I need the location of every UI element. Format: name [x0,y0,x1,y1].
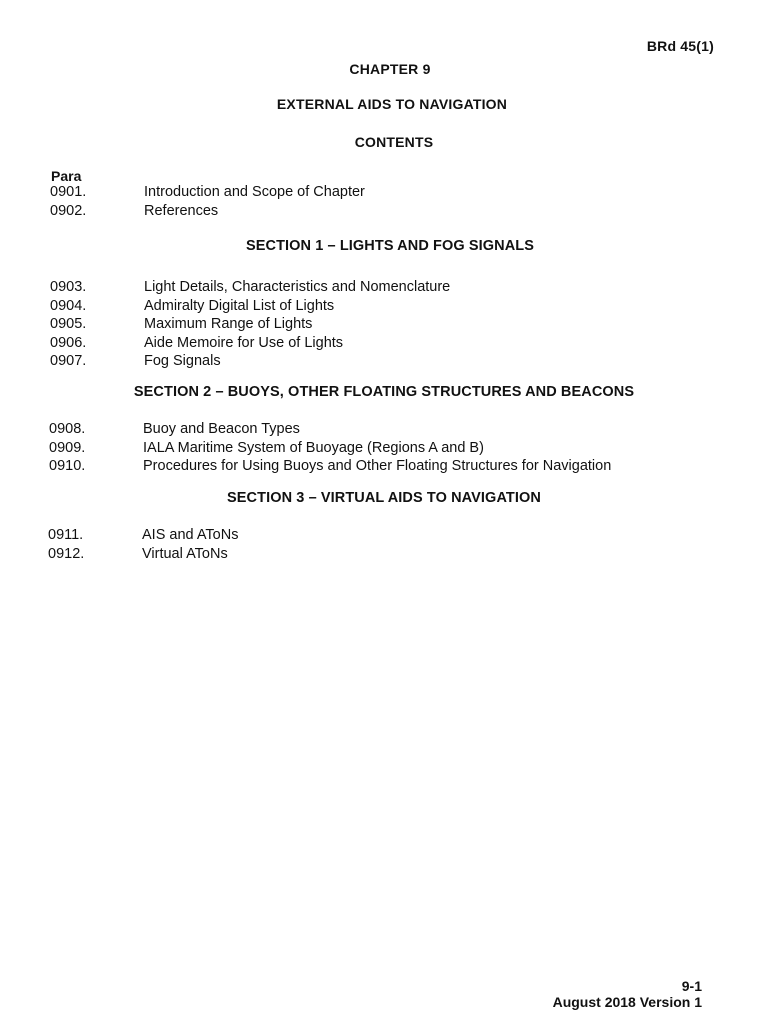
contents-entry [48,526,708,545]
para-number: 0901. [50,184,87,200]
section-1-entries [50,278,710,371]
chapter-heading: CHAPTER 9 [349,61,431,77]
contents-entry [50,202,710,221]
section-2-entries [49,420,709,476]
contents-entry [50,334,710,353]
contents-entry [49,420,709,439]
entry-title: Admiralty Digital List of Lights [144,297,335,314]
intro-entries [50,183,710,220]
entry-title: References [144,202,219,219]
entry-title: Virtual AToNs [142,545,228,562]
contents-entry [50,352,710,371]
entry-title: AIS and AToNs [142,527,239,543]
page-number: 9-1 [681,978,702,994]
para-number: 0908. [49,421,86,437]
para-number: 0904. [50,297,87,314]
contents-entry [49,439,709,458]
contents-entry [48,545,708,564]
contents-entry [50,297,710,316]
entry-title: IALA Maritime System of Buoyage (Regions A and B) [143,439,484,456]
entry-title: Introduction and Scope of Chapter [144,184,365,200]
version-label: August 2018 Version 1 [552,994,702,1010]
para-number: 0902. [50,202,87,219]
entry-title: Procedures for Using Buoys and Other Floating Structures for Navigation [143,458,612,474]
contents-heading: CONTENTS [354,134,434,150]
entry-title: Fog Signals [144,353,221,369]
para-column-label: Para [51,168,82,184]
section-1-heading: SECTION 1 – LIGHTS AND FOG SIGNALS [245,238,535,254]
contents-entry [50,183,710,202]
para-number: 0911. [48,527,84,543]
para-number: 0905. [50,316,87,332]
document-reference: BRd 45(1) [646,38,714,54]
section-2-heading: SECTION 2 – BUOYS, OTHER FLOATING STRUCTURES AND BEACONS [133,384,635,400]
para-number: 0912. [48,545,85,562]
para-number: 0909. [49,439,86,456]
entry-title: Aide Memoire for Use of Lights [144,334,344,351]
entry-title: Buoy and Beacon Types [143,421,300,437]
contents-entry [50,315,710,334]
para-number: 0906. [50,334,87,351]
para-number: 0903. [50,279,87,295]
entry-title: Maximum Range of Lights [144,316,313,332]
para-number: 0910. [49,458,86,474]
contents-entry [49,457,709,476]
section-3-entries [48,526,708,563]
contents-entry [50,278,710,297]
chapter-title: EXTERNAL AIDS TO NAVIGATION [276,96,508,112]
section-3-heading: SECTION 3 – VIRTUAL AIDS TO NAVIGATION [227,490,541,506]
entry-title: Light Details, Characteristics and Nomenclature [144,279,451,295]
para-number: 0907. [50,353,87,369]
